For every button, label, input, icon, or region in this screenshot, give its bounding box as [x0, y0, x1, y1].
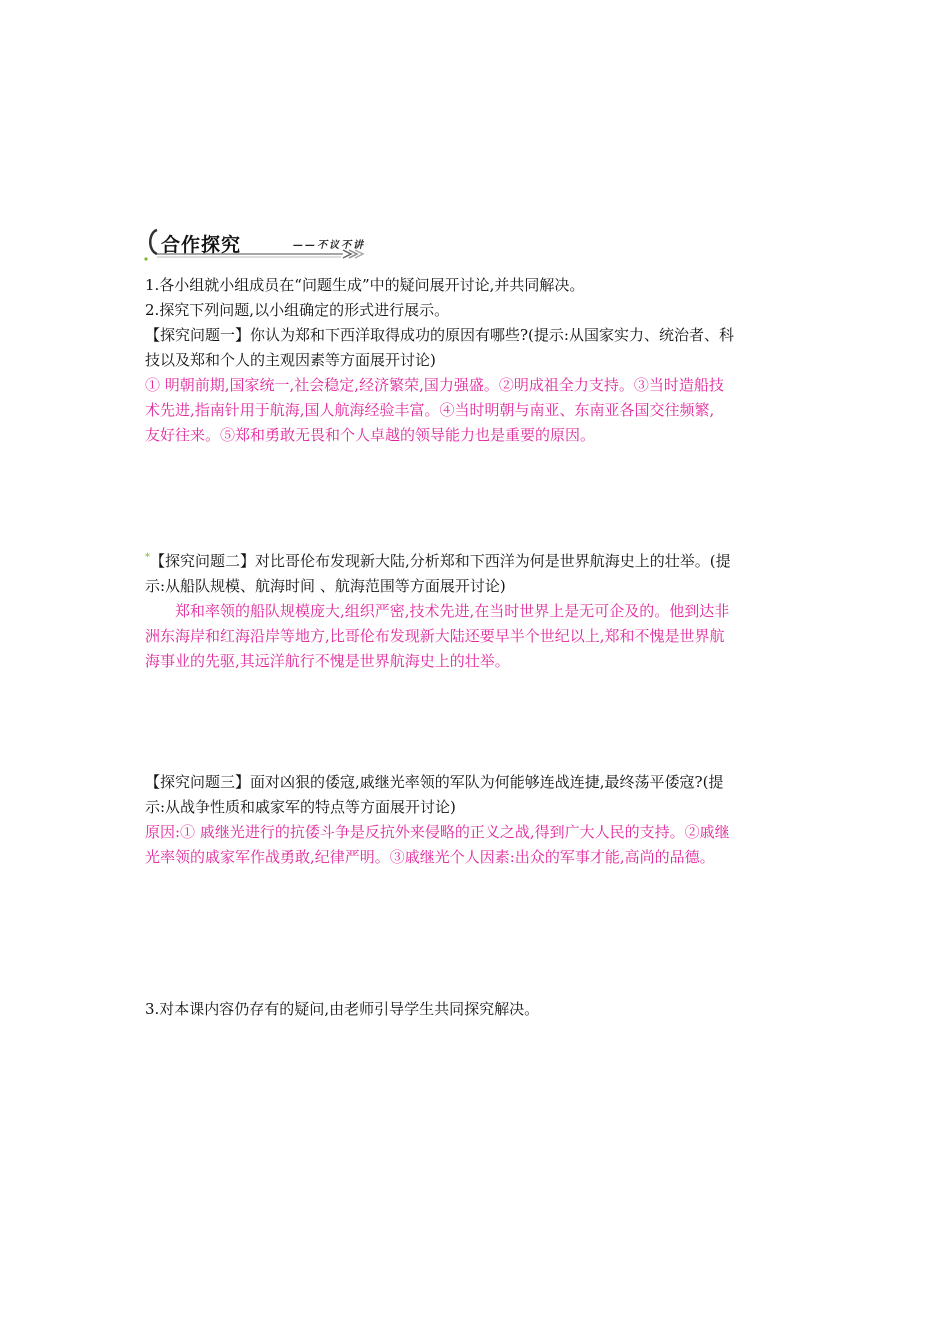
question-1-line-1: 【探究问题一】你认为郑和下西洋取得成功的原因有哪些?(提示:从国家实力、统治者、科	[145, 326, 734, 344]
question-3-line-2: 示:从战争性质和戚家军的特点等方面展开讨论)	[145, 798, 456, 816]
answer-3-line-1: 原因:① 戚继光进行的抗倭斗争是反抗外来侵略的正义之战,得到广大人民的支持。②戚继	[145, 823, 730, 841]
question-3-block	[145, 770, 810, 870]
intro-line-2: 2.探究下列问题,以小组确定的形式进行展示。	[145, 301, 450, 319]
answer-2-line-2: 洲东海岸和红海沿岸等地方,比哥伦布发现新大陆还要早半个世纪以上,郑和不愧是世界航	[145, 627, 725, 645]
section-subtitle	[293, 236, 365, 251]
section-dash: ——	[293, 240, 317, 251]
question-2-line-1	[145, 545, 810, 574]
question-2-block	[145, 545, 810, 674]
answer-2-line-1: 郑和率领的船队规模庞大,组织严密,技术先进,在当时世界上是无可企及的。他到达非	[175, 602, 730, 620]
question-2-line-1-text: 【探究问题二】对比哥伦布发现新大陆,分析郑和下西洋为何是世界航海史上的壮举。(提	[150, 552, 731, 570]
question-2-line-2: 示:从船队规模、航海时间 、航海范围等方面展开讨论)	[145, 577, 506, 595]
intro-block	[145, 273, 810, 323]
answer-1-line-2: 术先进,指南针用于航海,国人航海经验丰富。④当时明朝与南亚、东南亚各国交往频繁,	[145, 401, 715, 419]
section-header	[143, 222, 373, 262]
intro-line-1: 1.各小组就小组成员在“问题生成”中的疑问展开讨论,并共同解决。	[145, 276, 585, 294]
question-2-marker: *	[145, 552, 150, 563]
section-subtitle-text: 不议不讲	[317, 240, 365, 251]
section-title: 合作探究	[161, 234, 242, 256]
answer-1-line-1: ① 明朝前期,国家统一,社会稳定,经济繁荣,国力强盛。②明成祖全力支持。③当时造船技	[145, 376, 724, 394]
question-1-block	[145, 323, 810, 448]
answer-2-line-3: 海事业的先驱,其远洋航行不愧是世界航海史上的壮举。	[145, 652, 510, 670]
answer-1-line-3: 友好往来。⑤郑和勇敢无畏和个人卓越的领导能力也是重要的原因。	[145, 426, 596, 444]
closing-line: 3.对本课内容仍存有的疑问,由老师引导学生共同探究解决。	[145, 1000, 540, 1018]
closing-block	[145, 997, 810, 1022]
answer-3-line-2: 光率领的戚家军作战勇敢,纪律严明。③戚继光个人因素:出众的军事才能,高尚的品德。	[145, 848, 715, 866]
question-3-line-1: 【探究问题三】面对凶狠的倭寇,戚继光率领的军队为何能够连战连捷,最终荡平倭寇?(提	[145, 773, 724, 791]
question-1-line-2: 技以及郑和个人的主观因素等方面展开讨论)	[145, 351, 436, 369]
